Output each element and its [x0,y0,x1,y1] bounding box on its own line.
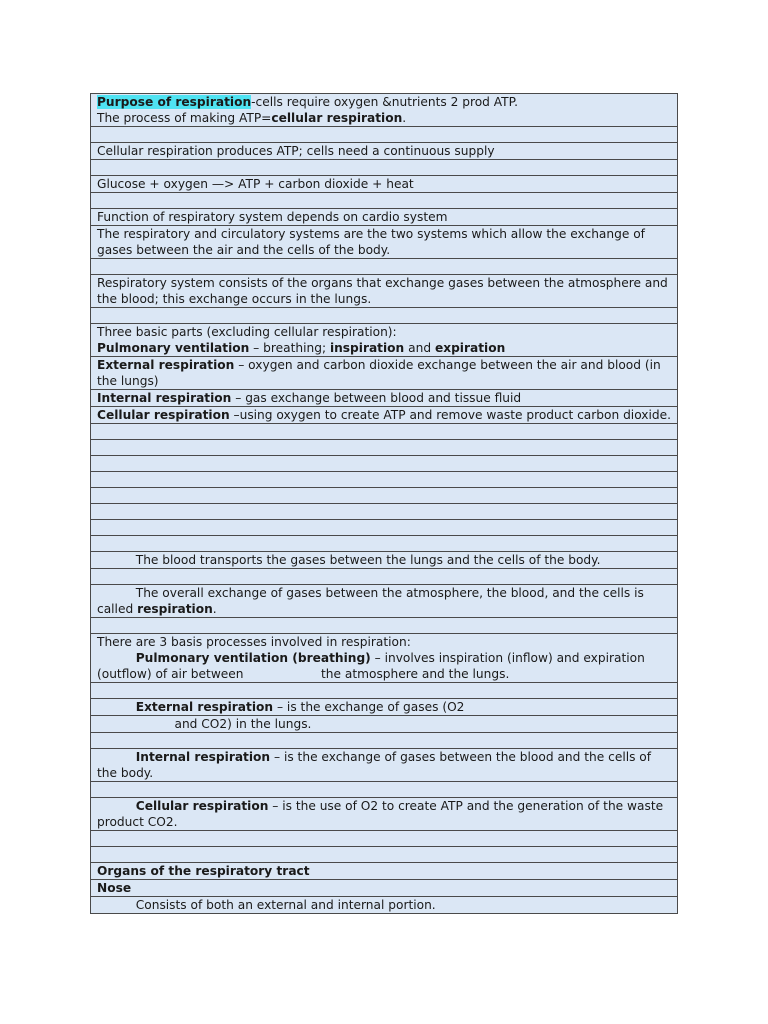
table-row [91,699,678,716]
table-cell [91,424,678,440]
table-cell [91,863,678,880]
table-cell [91,749,678,782]
bold-text: expiration [434,341,506,355]
table-row [91,390,678,407]
bold-text: respiration [137,602,213,616]
table-row [91,226,678,259]
table-cell [91,504,678,520]
text-segment: The overall exchange of gases between the atmosphere, the blood, and the cells is called [97,586,648,616]
table-row [91,634,678,683]
table-cell [91,226,678,259]
table-row [91,880,678,897]
table-row [91,440,678,456]
text-segment: There are 3 basis processes involved in respiration: [97,635,411,649]
table-row [91,160,678,176]
text-segment: Consists of both an external and internal portion. [97,898,436,912]
table-cell [91,259,678,275]
table-row [91,847,678,863]
text-segment [97,700,136,714]
table-cell [91,193,678,209]
table-row [91,782,678,798]
table-row [91,357,678,390]
table-cell [91,552,678,569]
text-segment: . [212,602,217,616]
table-cell [91,127,678,143]
bold-text: Internal respiration [97,391,232,405]
table-row [91,585,678,618]
text-segment: . [402,111,407,125]
table-row [91,424,678,440]
table-cell [91,618,678,634]
table-row [91,798,678,831]
table-cell [91,176,678,193]
table-row [91,94,678,127]
bold-text: Pulmonary ventilation (breathing) [135,651,371,665]
text-segment: and [404,341,435,355]
text-segment: The respiratory and circulatory systems are the two systems which allow the exchange of gases between the air and the cells of the body. [97,227,649,257]
text-segment: Glucose + oxygen —> ATP + carbon dioxide + heat [97,177,414,191]
text-segment: –using oxygen to create ATP and remove waste product carbon dioxide. [229,408,671,422]
table-cell [91,847,678,863]
table-cell [91,324,678,357]
table-cell [91,585,678,618]
text-segment: The blood transports the gases between the lungs and the cells of the body. [97,553,601,567]
notes-table [90,93,678,914]
text-segment: Function of respiratory system depends on cardio system [97,210,448,224]
table-row [91,569,678,585]
bold-text: Pulmonary ventilation [97,341,250,355]
table-row [91,897,678,914]
table-row [91,209,678,226]
table-row [91,863,678,880]
table-row [91,683,678,699]
text-segment: – is the exchange of gases between the blood and the cells of the body. [97,750,655,780]
text-segment: The process of making ATP= [97,111,272,125]
table-cell [91,520,678,536]
bold-text: Internal respiration [135,750,271,764]
text-segment [97,651,136,665]
text-segment: – gas exchange between blood and tissue fluid [231,391,522,405]
text-segment: and CO2) in the lungs. [97,717,312,731]
table-cell [91,897,678,914]
table-cell [91,634,678,683]
table-row [91,536,678,552]
table-cell [91,880,678,897]
table-cell [91,569,678,585]
table-cell [91,456,678,472]
table-row [91,259,678,275]
table-cell [91,390,678,407]
table-cell [91,536,678,552]
table-cell [91,683,678,699]
table-row [91,472,678,488]
table-row [91,176,678,193]
text-segment: – is the use of O2 to create ATP and the generation of the waste product CO2. [97,799,667,829]
table-row [91,504,678,520]
table-row [91,456,678,472]
bold-text: Purpose of respiration [97,95,252,109]
table-cell [91,357,678,390]
bold-text: External respiration [97,358,235,372]
table-row [91,618,678,634]
table-cell [91,308,678,324]
table-cell [91,407,678,424]
text-segment [97,799,136,813]
table-cell [91,699,678,716]
table-cell [91,716,678,733]
table-cell [91,143,678,160]
text-segment: – involves inspiration (inflow) and expiration (outflow) of air between the atmosphere and the lungs. [97,651,649,681]
table-row [91,407,678,424]
table-row [91,488,678,504]
table-row [91,749,678,782]
bold-text: External respiration [135,700,274,714]
table-row [91,143,678,160]
table-cell [91,160,678,176]
bold-text: Organs of the respiratory tract [97,864,310,878]
bold-text: Nose [97,881,132,895]
table-row [91,275,678,308]
bold-text: inspiration [329,341,405,355]
bold-text: cellular respiration [271,111,403,125]
table-cell [91,94,678,127]
table-row [91,552,678,569]
table-cell [91,831,678,847]
table-cell [91,440,678,456]
text-segment: -cells require oxygen &nutrients 2 prod ATP. [251,95,518,109]
notes-table-body [91,94,678,914]
text-segment: – oxygen and carbon dioxide exchange between the air and blood (in the lungs) [97,358,665,388]
table-row [91,127,678,143]
table-row [91,716,678,733]
table-cell [91,275,678,308]
table-cell [91,472,678,488]
table-row [91,831,678,847]
table-row [91,308,678,324]
text-segment: – is the exchange of gases (O2 [273,700,465,714]
text-segment: Cellular respiration produces ATP; cells need a continuous supply [97,144,495,158]
table-cell [91,733,678,749]
text-segment: Three basic parts (excluding cellular respiration): [97,325,397,339]
table-cell [91,782,678,798]
table-row [91,324,678,357]
table-cell [91,209,678,226]
text-segment: – breathing; [249,341,330,355]
table-cell [91,798,678,831]
table-row [91,193,678,209]
table-cell [91,488,678,504]
bold-text: Cellular respiration [135,799,269,813]
table-row [91,733,678,749]
text-segment [97,750,136,764]
table-row [91,520,678,536]
bold-text: Cellular respiration [97,408,230,422]
text-segment: Respiratory system consists of the organs that exchange gases between the atmosphere and the blood; this exchange occurs in the lungs. [97,276,672,306]
